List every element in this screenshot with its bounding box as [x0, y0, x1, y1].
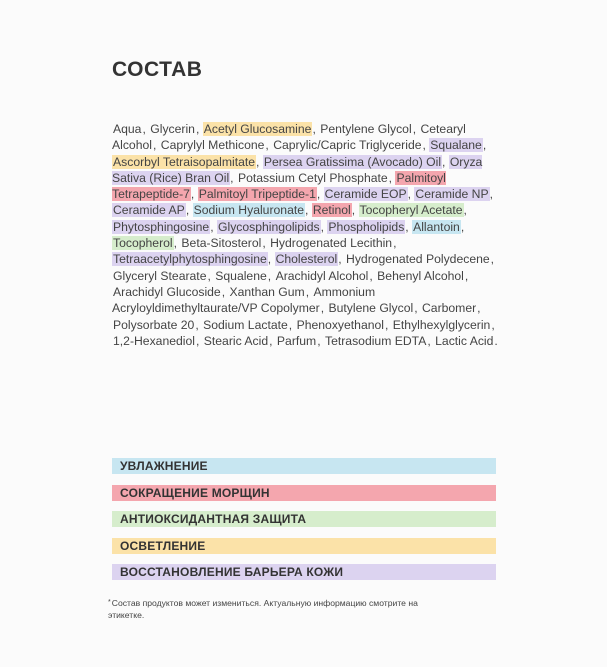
- legend-item-wrinkle: СОКРАЩЕНИЕ МОРЩИН: [112, 485, 496, 501]
- ingredient: Behenyl Alcohol: [377, 268, 464, 283]
- ingredient: Caprylic/Capric Triglyceride: [273, 138, 422, 153]
- highlight-legend: [112, 458, 496, 591]
- ingredient: Glyceryl Stearate: [113, 268, 207, 283]
- legend-item-barrier: ВОССТАНОВЛЕНИЕ БАРЬЕРА КОЖИ: [112, 564, 496, 580]
- legend-item-moist: УВЛАЖНЕНИЕ: [112, 458, 496, 474]
- ingredient: Stearic Acid: [203, 333, 269, 348]
- ingredient-highlighted: Ascorbyl Tetraisopalmitate: [113, 154, 256, 169]
- ingredient-highlighted: Palmitoyl Tripeptide-1: [198, 187, 316, 202]
- footnote-text: Состав продуктов может измениться. Актуальную информацию смотрите на этикетке.: [108, 598, 418, 620]
- footnote-asterisk: *: [108, 599, 111, 606]
- ingredient: Caprylyl Methicone: [160, 138, 265, 153]
- ingredient-highlighted: Ceramide EOP: [324, 187, 407, 202]
- ingredient-highlighted: Allantoin: [413, 219, 460, 234]
- ingredient-highlighted: Tetraacetylphytosphingosine: [113, 252, 267, 267]
- page-title: СОСТАВ: [112, 58, 203, 81]
- ingredient-highlighted: Cholesterol: [275, 252, 338, 267]
- ingredient-highlighted: Glycosphingolipids: [218, 219, 320, 234]
- ingredient-highlighted: Ceramide AP: [113, 203, 185, 218]
- footnote: [108, 597, 428, 621]
- ingredient: Pentylene Glycol: [320, 122, 412, 136]
- ingredient: Parfum: [276, 333, 317, 348]
- ingredient: Butylene Glycol: [328, 301, 414, 316]
- ingredient: Ammonium Acryloyldimethyltaurate/VP Copolymer: [112, 284, 376, 316]
- ingredient-highlighted: Palmitoyl Tetrapeptide-7: [112, 170, 446, 202]
- ingredient-highlighted: Oryza Sativa (Rice) Bran Oil: [112, 154, 483, 185]
- ingredient-highlighted: Phytosphingosine: [113, 219, 210, 234]
- ingredient: Xanthan Gum: [229, 284, 305, 299]
- ingredient-highlighted: Ceramide NP: [415, 187, 489, 202]
- ingredient: Beta-Sitosterol: [181, 236, 262, 251]
- ingredient-highlighted: Retinol: [312, 203, 351, 218]
- ingredient-highlighted: Phospholipids: [328, 219, 405, 234]
- ingredient-highlighted: Acetyl Glucosamine: [203, 122, 312, 136]
- legend-item-anti: АНТИОКСИДАНТНАЯ ЗАЩИТА: [112, 511, 496, 527]
- ingredient: Arachidyl Glucoside: [113, 284, 221, 299]
- ingredient: Ethylhexylglycerin: [392, 317, 491, 332]
- ingredient: Carbomer: [421, 301, 477, 316]
- ingredient: Lactic Acid: [435, 333, 494, 348]
- ingredient-highlighted: Persea Gratissima (Avocado) Oil: [263, 154, 442, 169]
- legend-item-bright: ОСВЕТЛЕНИЕ: [112, 538, 496, 554]
- ingredient: 1,2-Hexanediol: [113, 333, 195, 348]
- ingredient-highlighted: Squalane: [430, 138, 482, 153]
- ingredient: Tetrasodium EDTA: [324, 333, 427, 348]
- ingredient: Hydrogenated Lecithin: [270, 236, 393, 251]
- ingredient: Phenoxyethanol: [296, 317, 384, 332]
- ingredient: Hydrogenated Polydecene: [346, 252, 490, 267]
- ingredient: Cetearyl Alcohol: [112, 122, 466, 153]
- ingredient: Sodium Lactate: [203, 317, 288, 332]
- ingredient-highlighted: Tocopherol: [113, 236, 173, 251]
- ingredient-highlighted: Sodium Hyaluronate: [193, 203, 305, 218]
- ingredient: Potassium Cetyl Phosphate: [237, 170, 388, 185]
- ingredient: Polysorbate 20: [113, 317, 195, 332]
- ingredient: Arachidyl Alcohol: [275, 268, 369, 283]
- ingredient: Glycerin: [150, 122, 195, 136]
- ingredients-list: Aqua, Glycerin, Acetyl Glucosamine, Pentylene Glycol, Cetearyl Alcohol, Caprylyl Methicone, Caprylic/Capric Triglyceride, Squalane, Ascorbyl Tetraisopalmitate, Persea Gratissima (Avocado) Oil, Oryza Sativa (Rice) Bran Oil, Potassium Cetyl Phosphate, Palmitoyl Tetrapeptide-7, Palmitoyl Tripeptide-1, Ceramide EOP, Ceramide NP, Ceramide AP, Sodium Hyaluronate, Retinol, Tocopheryl Acetate, Phytosphingosine, Glycosphingolipids, Phospholipids, Allantoin, Tocopherol, Beta-Sitosterol, Hydrogenated Lecithin, Tetraacetylphytosphingosine, Cholesterol, Hydrogenated Polydecene, Glyceryl Stearate, Squalene, Arachidyl Alcohol, Behenyl Alcohol, Arachidyl Glucoside, Xanthan Gum, Ammonium Acryloyldimethyltaurate/VP Copolymer, Butylene Glycol, Carbomer, Polysorbate 20, Sodium Lactate, Phenoxyethanol, Ethylhexylglycerin, 1,2-Hexanediol, Stearic Acid, Parfum, Tetrasodium EDTA, Lactic Acid.: [112, 122, 498, 348]
- ingredient: Squalene: [215, 268, 267, 283]
- ingredient: Aqua: [113, 122, 142, 136]
- ingredient-highlighted: Tocopheryl Acetate: [359, 203, 463, 218]
